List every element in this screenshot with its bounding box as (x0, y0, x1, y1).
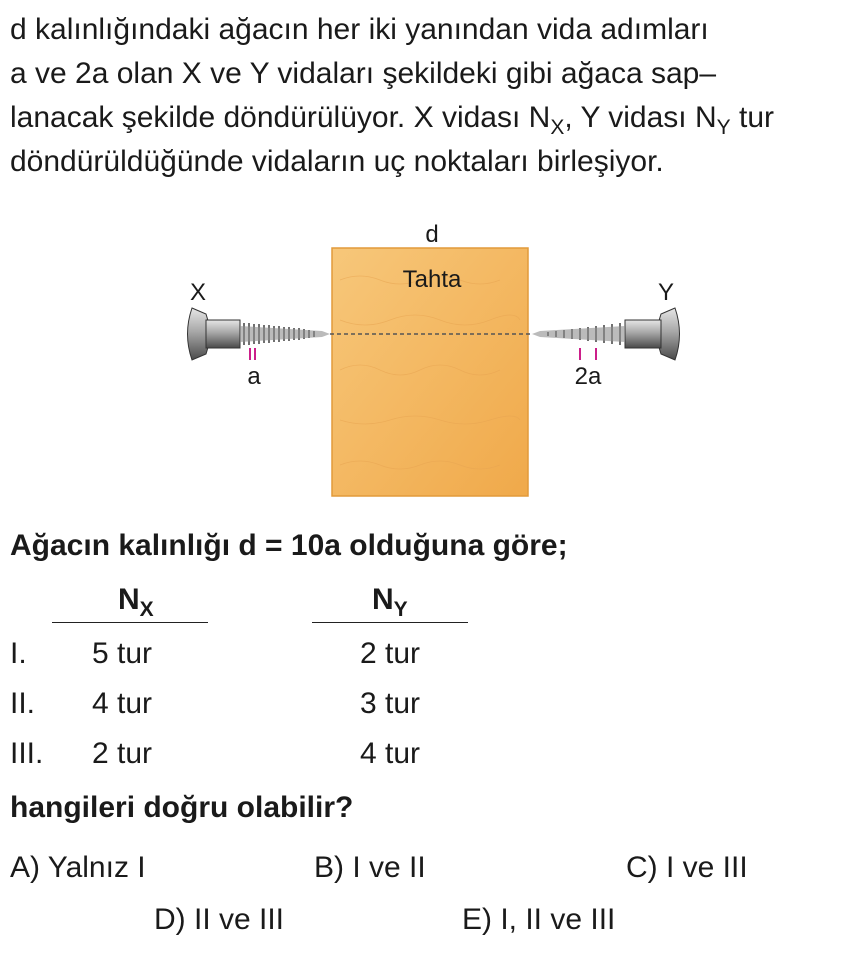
pitch-marks-x (250, 348, 255, 360)
question-line-1: d kalınlığındaki ağacın her iki yanından vida adımları (10, 13, 709, 46)
prompt-text: Ağacın kalınlığı d = 10a olduğuna göre; (10, 529, 568, 562)
header-ny-main: N (372, 583, 394, 616)
option-b[interactable]: B) I ve II (314, 851, 426, 884)
label-2a: 2a (574, 363, 602, 390)
option-c[interactable]: C) I ve III (626, 851, 748, 884)
row-3-roman: III. (10, 737, 44, 770)
question-line-4: döndürüldüğünde vidaların uç noktaları birleşiyor. (10, 145, 664, 178)
option-d[interactable]: D) II ve III (154, 903, 285, 936)
option-e[interactable]: E) I, II ve III (462, 903, 616, 936)
row-2-ny: 3 tur (360, 687, 421, 720)
row-1-nx: 5 tur (92, 637, 153, 670)
option-a[interactable]: A) Yalnız I (10, 851, 146, 884)
question-line-2: a ve 2a olan X ve Y vidaları şekildeki gibi ağaca sap– (10, 57, 717, 90)
label-y: Y (657, 279, 675, 306)
label-tahta: Tahta (402, 266, 462, 293)
label-x: X (189, 279, 207, 306)
row-3-nx: 2 tur (92, 737, 153, 770)
question-line-3 (10, 100, 774, 146)
header-ny-sub: Y (393, 598, 408, 621)
question-line-3-part-c: tur (730, 101, 775, 134)
header-nx-sub: X (139, 598, 154, 621)
subscript-y: Y (716, 116, 731, 139)
subscript-x: X (550, 116, 565, 139)
row-1-roman: I. (10, 637, 27, 670)
row-2-roman: II. (10, 687, 36, 720)
question-end: hangileri doğru olabilir? (10, 791, 354, 824)
header-nx-rule (52, 622, 208, 623)
pitch-marks-y (580, 348, 596, 360)
row-3-ny: 4 tur (360, 737, 421, 770)
screw-figure (0, 210, 867, 510)
screw-x-icon (188, 308, 331, 360)
label-d: d (425, 221, 439, 248)
header-nx-main: N (118, 583, 140, 616)
question-line-3-part-b: , Y vidası N (564, 101, 717, 134)
label-a: a (247, 363, 261, 390)
row-1-ny: 2 tur (360, 637, 421, 670)
header-ny-rule (312, 622, 468, 623)
row-2-nx: 4 tur (92, 687, 153, 720)
screw-y-icon (532, 308, 680, 360)
question-line-3-part-a: lanacak şekilde döndürülüyor. X vidası N (10, 101, 551, 134)
